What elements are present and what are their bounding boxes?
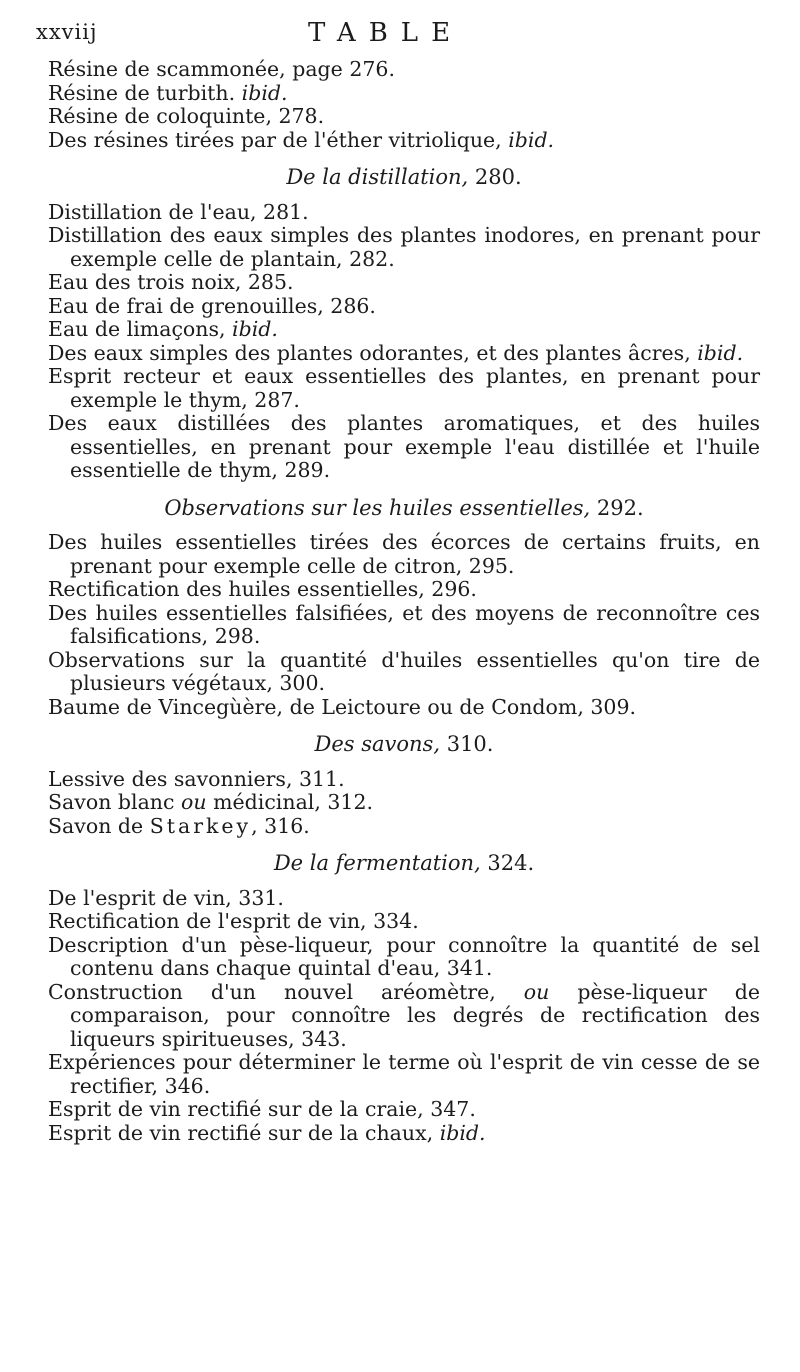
section-heading: Des savons, 310. [314,732,494,756]
table-of-contents [48,58,760,1145]
toc-entry: Eau de frai de grenouilles, 286. [48,293,376,318]
toc-entry: Rectification des huiles essentielles, 296. [48,577,477,601]
toc-entry: Savon de Starkey, 316. [48,813,310,838]
toc-entry: Lessive des savonniers, 311. [48,766,345,791]
toc-entry: Résine de turbith. ibid. [48,80,288,105]
toc-entry: Résine de coloquinte, 278. [48,104,325,128]
page-number: xxviij [36,20,98,44]
toc-entry: Distillation de l'eau, 281. [48,199,309,224]
toc-entry: Esprit recteur et eaux essentielles des plantes, en prenant pour exemple le thym, 287. [48,364,760,412]
toc-entry: Esprit de vin rectifié sur de la chaux, ibid. [48,1120,486,1145]
running-header [36,14,760,54]
toc-entry: Observations sur la quantité d'huiles essentielles qu'on tire de plusieurs végétaux, 300. [48,647,760,695]
toc-entry: Résine de scammonée, page 276. [48,57,395,81]
toc-entry: Distillation des eaux simples des plantes inodores, en prenant pour exemple celle de plantain, 282. [48,223,760,271]
toc-entry: Eau des trois noix, 285. [48,270,294,294]
toc-entry: Savon blanc ou médicinal, 312. [48,790,374,814]
toc-entry: Des résines tirées par de l'éther vitriolique, ibid. [48,127,555,152]
toc-entry: Expériences pour déterminer le terme où l'esprit de vin cesse de se rectifier, 346. [48,1050,760,1098]
toc-entry: Description d'un pèse-liqueur, pour connoître la quantité de sel contenu dans chaque quintal d'eau, 341. [48,932,760,980]
toc-entry: Rectification de l'esprit de vin, 334. [48,909,419,933]
toc-entry: Des eaux simples des plantes odorantes, et des plantes âcres, ibid. [48,340,744,365]
section-heading: Observations sur les huiles essentielles, 292. [164,495,644,520]
toc-entry: Des huiles essentielles falsifiées, et des moyens de reconnoître ces falsifications, 298. [48,600,760,648]
toc-entry: Esprit de vin rectifié sur de la craie, 347. [48,1097,476,1121]
toc-entry: Eau de limaçons, ibid. [48,317,278,341]
section-heading: De la fermentation, 324. [273,851,535,875]
toc-entry: De l'esprit de vin, 331. [48,885,284,910]
toc-entry: Baume de Vincegùère, de Leictoure ou de Condom, 309. [48,694,637,719]
toc-entry: Des eaux distillées des plantes aromatiques, et des huiles essentielles, en prenant pour exemple l'eau distillée et l'huile essentielle de thym, 289. [48,411,760,482]
running-title: TABLE [308,18,464,48]
toc-entry: Des huiles essentielles tirées des écorces de certains fruits, en prenant pour exemple celle de citron, 295. [48,530,760,578]
section-heading: De la distillation, 280. [286,165,522,189]
toc-entry: Construction d'un nouvel aréomètre, ou pèse-liqueur de comparaison, pour connoître les degrés de rectification des liqueurs spiritueuses, 343. [48,979,761,1051]
